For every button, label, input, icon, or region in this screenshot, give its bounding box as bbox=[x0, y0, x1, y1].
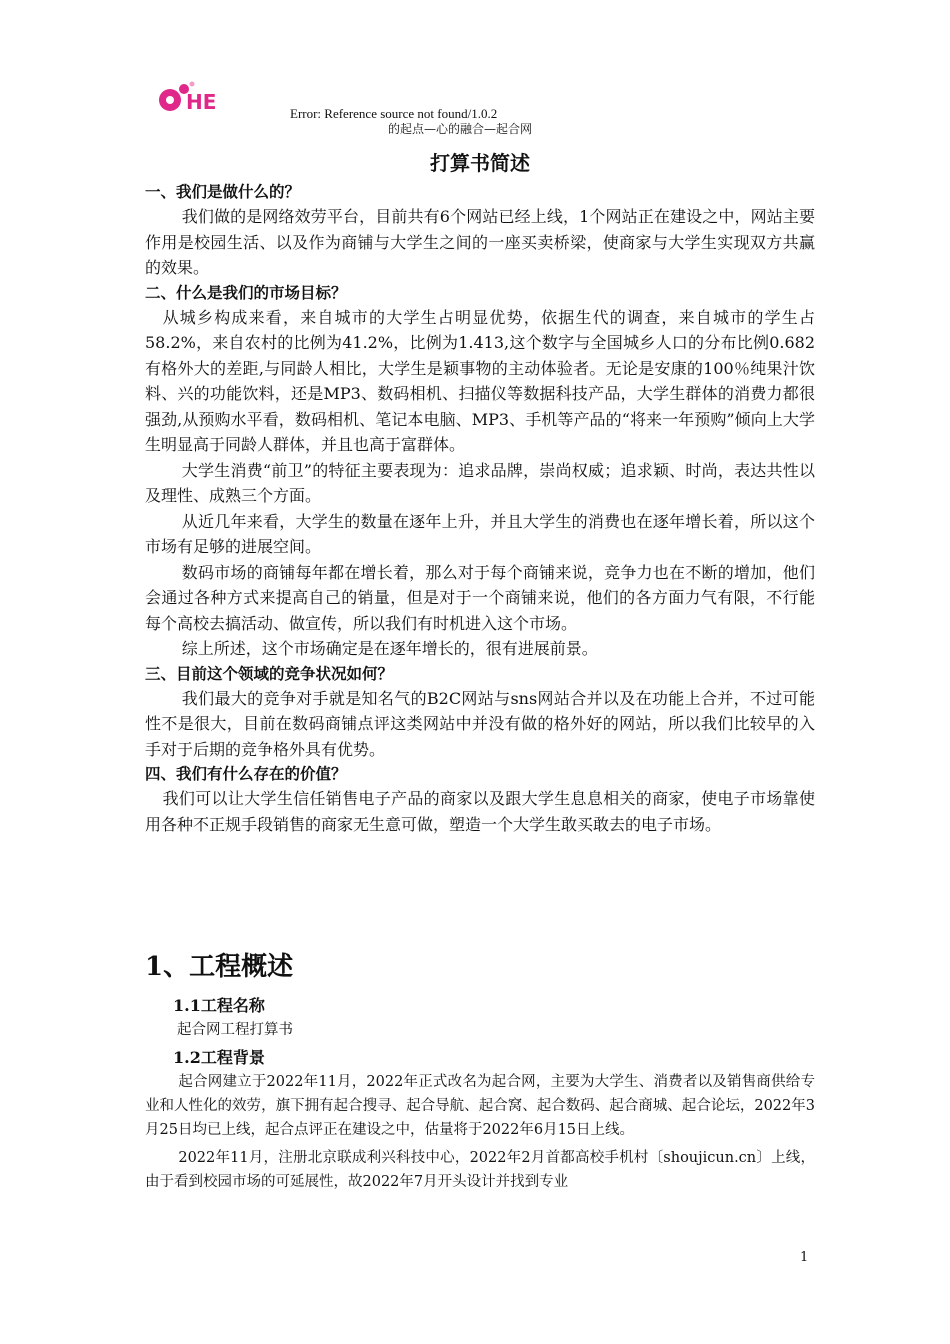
header-slogan: 的起点—心的融合—起合网 bbox=[388, 122, 533, 136]
paragraph: 大学生消费“前卫”的特征主要表现为：追求品牌，崇尚权威；追求颖、时尚，表达共性以及理性、成熟三个方面。 bbox=[145, 460, 815, 505]
paragraph: 数码市场的商铺每年都在增长着，那么对于每个商铺来说，竞争力也在不断的增加，他们会通过各种方式来提高自己的销量，但是对于一个商铺来说，他们的各方面力气有限，不行能每个高校去搞活动、做宣传，所以我们有时机进入这个市场。 bbox=[145, 562, 815, 633]
subsection-heading: 1.2工程背景 bbox=[173, 1048, 265, 1067]
paragraph: 综上所述，这个市场确定是在逐年增长的，很有进展前景。 bbox=[181, 639, 598, 658]
paragraph: 从城乡构成来看，来自城市的大学生占明显优势，依据生代的调查，来自城市的学生占58.2%，来自农村的比例为41.2%，比例为1.413,这个数字与全国城乡人口的分布比例0.682有格外大的差距,与同龄人相比，大学生是颖事物的主动体验者。无论是安康的100％纯果汁饮料、兴的功能饮料，还是MP3、数码相机、扫描仪等数据科技产品，大学生群体的消费力都很强劲,从预购水平看，数码相机、笔记本电脑、MP3、手机等产品的“将来一年预购”倾向上大学生明显高于同龄人群体，并且也高于富群体。 bbox=[145, 307, 815, 454]
section-heading: 四、我们有什么存在的价值？ bbox=[145, 765, 347, 783]
section-heading: 一、我们是做什么的？ bbox=[145, 183, 301, 201]
subsection-heading: 1.1工程名称 bbox=[173, 996, 265, 1015]
document-body bbox=[145, 142, 815, 837]
paragraph: 我们做的是网络效劳平台，目前共有6个网站已经上线，1个网站正在建设之中，网站主要作用是校园生活、以及作为商铺与大学生之间的一座买卖桥梁，使商家与大学生实现双方共赢的效果。 bbox=[145, 207, 815, 277]
svg-text:HE: HE bbox=[186, 90, 217, 114]
paragraph: 从近几年来看，大学生的数量在逐年上升，并且大学生的消费也在逐年增长着，所以这个市场有足够的进展空间。 bbox=[145, 511, 815, 556]
oche-logo-icon bbox=[156, 80, 234, 114]
page-number: 1 bbox=[800, 1250, 809, 1265]
section-heading: 三、目前这个领域的竞争状况如何？ bbox=[145, 664, 394, 683]
subsection-1-1 bbox=[145, 994, 815, 1194]
document-title: 打算书简述 bbox=[430, 151, 530, 175]
subsection-text: 起合网工程打算书 bbox=[177, 1022, 293, 1038]
chapter-title: 1、工程概述 bbox=[145, 952, 294, 982]
paragraph: 我们最大的竞争对手就是知名气的B2C网站与sns网站合并以及在功能上合并，不过可能性不是很大，目前在数码商铺点评这类网站中并没有做的格外好的网站，所以我们比较早的入手对于后期的竞争格外具有优势。 bbox=[145, 688, 815, 759]
paragraph: 我们可以让大学生信任销售电子产品的商家以及跟大学生息息相关的商家，使电子市场靠使用各种不正规手段销售的商家无生意可做，塑造一个大学生敢买敢去的电子市场。 bbox=[145, 789, 815, 834]
header-error-text: Error: Reference source not found/1.0.2 bbox=[290, 106, 498, 121]
section-heading: 二、什么是我们的市场目标？ bbox=[145, 283, 347, 302]
paragraph: 起合网建立于2022年11月，2022年正式改名为起合网，主要为大学生、消费者以及销售商供给专业和人性化的效劳，旗下拥有起合搜寻、起合导航、起合窝、起合数码、起合商城、起合论坛，2022年3月25日均已上线，起合点评正在建设之中，估量将于2022年6月15日上线。 bbox=[145, 1074, 815, 1138]
paragraph: 2022年11月，注册北京联成利兴科技中心，2022年2月首都高校手机村〔shoujicun.cn〕上线，由于看到校园市场的可延展性，故2022年7月开头设计并找到专业 bbox=[145, 1150, 815, 1190]
